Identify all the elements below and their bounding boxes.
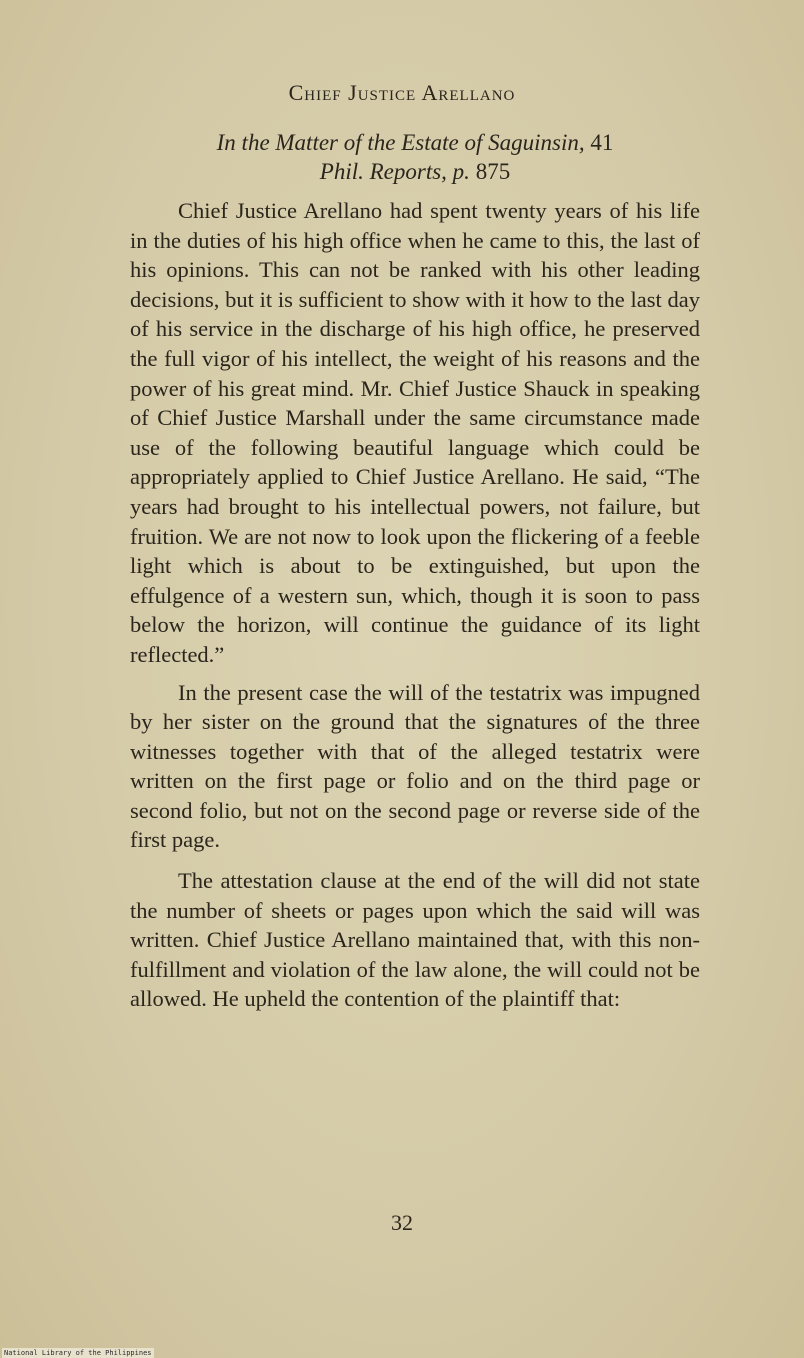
- case-title-italic-2: Phil. Reports, p.: [319, 159, 470, 184]
- body-text: [130, 196, 700, 1014]
- case-title-volume: 41: [584, 130, 614, 155]
- page-number: 32: [391, 1210, 413, 1235]
- case-title-italic-1: In the Matter of the Estate of Saguinsin,: [216, 130, 585, 155]
- paragraph-1: Chief Justice Arellano had spent twenty years of his life in the duties of his high office when he came to this, the last of his opinions. This can not be ranked with his other leading decisions, but it is sufficient to show with it how to the last day of his service in the discharge of his high office, he preserved the full vigor of his intellect, the weight of his reasons and the power of his great mind. Mr. Chief Justice Shauck in speaking of Chief Justice Marshall under the same circumstance made use of the following beautiful language which could be appropriately applied to Chief Justice Arellano. He said, “The years had brought to his intellectual powers, not failure, but fruition. We are not now to look upon the flickering of a feeble light which is about to be extinguished, but upon the effulgence of a western sun, which, though it is soon to pass below the horizon, will continue the guidance of its light reflected.”: [130, 198, 700, 667]
- paragraph-3: The attestation clause at the end of the will did not state the number of sheets or pages upon which the said will was written. Chief Justice Arellano maintained that, with this non-fulfillment and violation of the law alone, the will could not be allowed. He upheld the contention of the plaintiff that:: [130, 868, 700, 1012]
- library-watermark: National Library of the Philippines: [4, 1349, 152, 1357]
- running-head: Chief Justice Arellano: [288, 80, 516, 105]
- paragraph-2: In the present case the will of the testatrix was impugned by her sister on the ground that the signatures of the three witnesses together with that of the alleged testatrix were written on the first page or folio and on the third page or second folio, but not on the second page or reverse side of the first page.: [130, 679, 700, 853]
- case-title-page: 875: [469, 159, 511, 184]
- case-title: [130, 128, 700, 186]
